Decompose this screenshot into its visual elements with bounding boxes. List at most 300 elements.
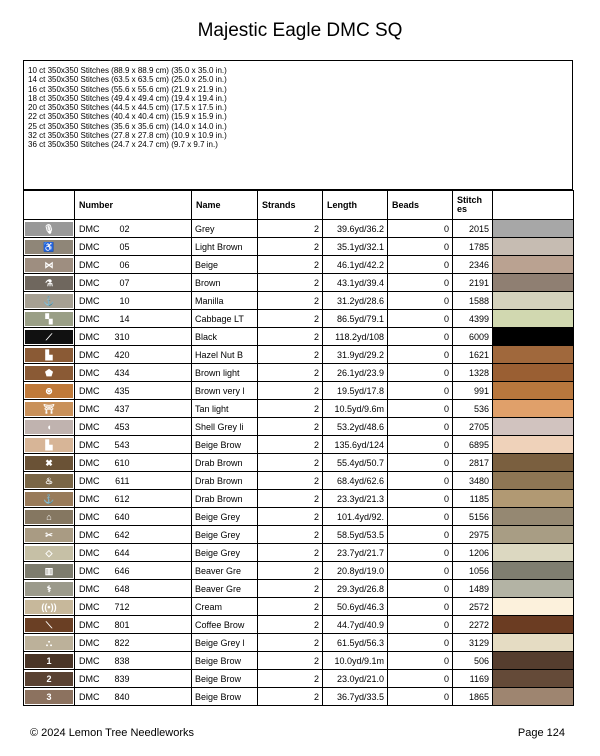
- table-row: [24, 508, 574, 526]
- beads-cell: 0: [388, 418, 453, 436]
- strands-cell: 2: [258, 274, 323, 292]
- symbol-cell: [24, 490, 75, 508]
- floss-number-cell: [75, 346, 192, 364]
- floss-number-cell: [75, 328, 192, 346]
- table-row: [24, 274, 574, 292]
- length-cell: 53.2yd/48.6: [323, 418, 388, 436]
- stitch-symbol-icon: 1: [25, 654, 73, 668]
- beads-cell: 0: [388, 400, 453, 418]
- floss-name-cell: Hazel Nut B: [192, 346, 258, 364]
- color-swatch-cell: [493, 544, 574, 562]
- symbol-cell: [24, 310, 75, 328]
- stitches-cell: 1328: [453, 364, 493, 382]
- beads-cell: 0: [388, 454, 453, 472]
- fabric-size-line: 16 ct 350x350 Stitches (55.6 x 55.6 cm) (21.9 x 21.9 in.): [28, 84, 227, 94]
- color-swatch: [493, 274, 573, 291]
- length-cell: 44.7yd/40.9: [323, 616, 388, 634]
- strands-cell: 2: [258, 634, 323, 652]
- color-swatch-cell: [493, 490, 574, 508]
- symbol-cell: [24, 400, 75, 418]
- floss-brand: DMC: [79, 493, 100, 504]
- strands-cell: 2: [258, 256, 323, 274]
- color-swatch-cell: [493, 382, 574, 400]
- stitch-symbol-icon: ⚓: [25, 294, 73, 308]
- table-row: [24, 634, 574, 652]
- strands-cell: 2: [258, 454, 323, 472]
- beads-cell: 0: [388, 562, 453, 580]
- floss-brand: DMC: [79, 223, 100, 234]
- stitch-symbol-icon: ▙: [25, 348, 73, 362]
- stitches-cell: 1588: [453, 292, 493, 310]
- stitches-cell: 1169: [453, 670, 493, 688]
- table-row: [24, 436, 574, 454]
- floss-number-cell: [75, 454, 192, 472]
- floss-number-cell: [75, 652, 192, 670]
- length-cell: 23.7yd/21.7: [323, 544, 388, 562]
- color-swatch-cell: [493, 310, 574, 328]
- floss-brand: DMC: [79, 565, 100, 576]
- floss-number-cell: [75, 238, 192, 256]
- symbol-cell: [24, 580, 75, 598]
- strands-cell: 2: [258, 616, 323, 634]
- color-swatch: [493, 580, 573, 597]
- length-cell: 36.7yd/33.5: [323, 688, 388, 706]
- strands-cell: 2: [258, 328, 323, 346]
- color-swatch: [493, 508, 573, 525]
- stitch-symbol-icon: ⚓: [25, 492, 73, 506]
- beads-cell: 0: [388, 382, 453, 400]
- floss-number-cell: [75, 634, 192, 652]
- stitches-cell: 1865: [453, 688, 493, 706]
- floss-name-cell: Beige Grey: [192, 508, 258, 526]
- length-cell: 19.5yd/17.8: [323, 382, 388, 400]
- stitch-symbol-icon: 3: [25, 690, 73, 704]
- floss-table: [23, 190, 574, 706]
- symbol-cell: [24, 634, 75, 652]
- beads-cell: 0: [388, 526, 453, 544]
- floss-number-cell: [75, 400, 192, 418]
- color-swatch: [493, 310, 573, 327]
- page-title: Majestic Eagle DMC SQ: [197, 20, 403, 41]
- floss-number-cell: [75, 310, 192, 328]
- beads-cell: 0: [388, 616, 453, 634]
- color-swatch: [493, 382, 573, 399]
- floss-name-cell: Beige Grey l: [192, 634, 258, 652]
- floss-brand: DMC: [79, 655, 100, 666]
- floss-brand: DMC: [79, 331, 100, 342]
- table-row: [24, 544, 574, 562]
- color-swatch: [493, 454, 573, 471]
- stitch-symbol-icon: ▙: [25, 438, 73, 452]
- floss-name-cell: Shell Grey li: [192, 418, 258, 436]
- header-length: Length: [323, 191, 388, 220]
- symbol-cell: [24, 526, 75, 544]
- strands-cell: 2: [258, 670, 323, 688]
- strands-cell: 2: [258, 472, 323, 490]
- stitches-cell: 2975: [453, 526, 493, 544]
- table-row: [24, 220, 574, 238]
- symbol-cell: [24, 598, 75, 616]
- stitch-symbol-icon: ⛩: [25, 402, 73, 416]
- floss-name-cell: Brown very l: [192, 382, 258, 400]
- stitches-cell: 536: [453, 400, 493, 418]
- length-cell: 118.2yd/108: [323, 328, 388, 346]
- floss-brand: DMC: [79, 277, 100, 288]
- floss-code: 10: [119, 295, 130, 306]
- symbol-cell: [24, 328, 75, 346]
- strands-cell: 2: [258, 580, 323, 598]
- color-swatch: [493, 634, 573, 651]
- stitches-cell: 6009: [453, 328, 493, 346]
- header-name: Name: [192, 191, 258, 220]
- floss-brand: DMC: [79, 439, 100, 450]
- color-swatch: [493, 256, 573, 273]
- symbol-cell: [24, 562, 75, 580]
- color-swatch: [493, 436, 573, 453]
- beads-cell: 0: [388, 436, 453, 454]
- floss-code: 839: [114, 673, 130, 684]
- color-swatch: [493, 328, 573, 345]
- color-swatch-cell: [493, 634, 574, 652]
- floss-code: 712: [114, 601, 130, 612]
- color-swatch-cell: [493, 508, 574, 526]
- length-cell: 50.6yd/46.3: [323, 598, 388, 616]
- table-row: [24, 472, 574, 490]
- floss-brand: DMC: [79, 403, 100, 414]
- symbol-cell: [24, 688, 75, 706]
- floss-brand: DMC: [79, 475, 100, 486]
- floss-code: 14: [119, 313, 130, 324]
- floss-code: 06: [119, 259, 130, 270]
- stitches-cell: 3129: [453, 634, 493, 652]
- stitch-symbol-icon: ▚: [25, 312, 73, 326]
- floss-code: 437: [114, 403, 130, 414]
- floss-brand: DMC: [79, 673, 100, 684]
- symbol-cell: [24, 382, 75, 400]
- color-swatch: [493, 400, 573, 417]
- strands-cell: 2: [258, 418, 323, 436]
- table-row: [24, 580, 574, 598]
- floss-number-cell: [75, 562, 192, 580]
- stitch-symbol-icon: ⊛: [25, 384, 73, 398]
- floss-brand: DMC: [79, 421, 100, 432]
- color-swatch: [493, 490, 573, 507]
- beads-cell: 0: [388, 634, 453, 652]
- symbol-cell: [24, 256, 75, 274]
- floss-number-cell: [75, 472, 192, 490]
- floss-code: 07: [119, 277, 130, 288]
- floss-number-cell: [75, 382, 192, 400]
- floss-name-cell: Cabbage LT: [192, 310, 258, 328]
- table-row: [24, 382, 574, 400]
- floss-name-cell: Beaver Gre: [192, 562, 258, 580]
- color-swatch-cell: [493, 562, 574, 580]
- table-row: [24, 400, 574, 418]
- stitch-symbol-icon: ((•)): [25, 600, 73, 614]
- stitches-cell: 2191: [453, 274, 493, 292]
- floss-code: 840: [114, 691, 130, 702]
- floss-code: 644: [114, 547, 130, 558]
- beads-cell: 0: [388, 508, 453, 526]
- floss-name-cell: Beige Grey: [192, 544, 258, 562]
- floss-number-cell: [75, 544, 192, 562]
- floss-brand: DMC: [79, 385, 100, 396]
- floss-number-cell: [75, 220, 192, 238]
- color-swatch: [493, 238, 573, 255]
- beads-cell: 0: [388, 598, 453, 616]
- strands-cell: 2: [258, 382, 323, 400]
- floss-name-cell: Beaver Gre: [192, 580, 258, 598]
- header-stitches: Stitch es: [453, 191, 493, 220]
- stitch-symbol-icon: ⬟: [25, 366, 73, 380]
- length-cell: 29.3yd/26.8: [323, 580, 388, 598]
- fabric-size-box: [23, 60, 573, 190]
- length-cell: 35.1yd/32.1: [323, 238, 388, 256]
- strands-cell: 2: [258, 364, 323, 382]
- floss-name-cell: Grey: [192, 220, 258, 238]
- beads-cell: 0: [388, 292, 453, 310]
- stitches-cell: 2817: [453, 454, 493, 472]
- length-cell: 31.2yd/28.6: [323, 292, 388, 310]
- fabric-size-line: 25 ct 350x350 Stitches (35.6 x 35.6 cm) (14.0 x 14.0 in.): [28, 121, 227, 131]
- floss-brand: DMC: [79, 457, 100, 468]
- color-swatch-cell: [493, 688, 574, 706]
- color-swatch-cell: [493, 238, 574, 256]
- footer-page-number: Page 124: [517, 727, 565, 739]
- symbol-cell: [24, 364, 75, 382]
- length-cell: 55.4yd/50.7: [323, 454, 388, 472]
- stitches-cell: 1489: [453, 580, 493, 598]
- floss-number-cell: [75, 436, 192, 454]
- strands-cell: 2: [258, 652, 323, 670]
- floss-name-cell: Black: [192, 328, 258, 346]
- fabric-size-line: 14 ct 350x350 Stitches (63.5 x 63.5 cm) (25.0 x 25.0 in.): [28, 75, 227, 85]
- length-cell: 43.1yd/39.4: [323, 274, 388, 292]
- floss-name-cell: Drab Brown: [192, 472, 258, 490]
- floss-name-cell: Manilla: [192, 292, 258, 310]
- floss-brand: DMC: [79, 367, 100, 378]
- strands-cell: 2: [258, 220, 323, 238]
- floss-name-cell: Coffee Brow: [192, 616, 258, 634]
- table-row: [24, 490, 574, 508]
- fabric-size-line: 10 ct 350x350 Stitches (88.9 x 88.9 cm) (35.0 x 35.0 in.): [28, 66, 227, 75]
- stitch-symbol-icon: ✖: [25, 456, 73, 470]
- floss-number-cell: [75, 616, 192, 634]
- stitches-cell: 2705: [453, 418, 493, 436]
- color-swatch: [493, 526, 573, 543]
- color-swatch-cell: [493, 472, 574, 490]
- length-cell: 68.4yd/62.6: [323, 472, 388, 490]
- length-cell: 46.1yd/42.2: [323, 256, 388, 274]
- floss-brand: DMC: [79, 637, 100, 648]
- stitch-symbol-icon: ⚕: [25, 582, 73, 596]
- fabric-size-line: 32 ct 350x350 Stitches (27.8 x 27.8 cm) (10.9 x 10.9 in.): [28, 131, 227, 141]
- symbol-cell: [24, 292, 75, 310]
- symbol-cell: [24, 346, 75, 364]
- stitches-cell: 506: [453, 652, 493, 670]
- floss-brand: DMC: [79, 295, 100, 306]
- floss-name-cell: Brown light: [192, 364, 258, 382]
- beads-cell: 0: [388, 310, 453, 328]
- floss-name-cell: Brown: [192, 274, 258, 292]
- floss-name-cell: Tan light: [192, 400, 258, 418]
- color-swatch-cell: [493, 454, 574, 472]
- table-row: [24, 652, 574, 670]
- header-swatch: [493, 191, 574, 220]
- beads-cell: 0: [388, 220, 453, 238]
- color-swatch-cell: [493, 256, 574, 274]
- header-beads: Beads: [388, 191, 453, 220]
- symbol-cell: [24, 274, 75, 292]
- table-row: [24, 616, 574, 634]
- floss-name-cell: Light Brown: [192, 238, 258, 256]
- symbol-cell: [24, 652, 75, 670]
- floss-name-cell: Drab Brown: [192, 454, 258, 472]
- floss-brand: DMC: [79, 619, 100, 630]
- length-cell: 86.5yd/79.1: [323, 310, 388, 328]
- stitch-symbol-icon: ✂: [25, 528, 73, 542]
- table-row: [24, 526, 574, 544]
- color-swatch: [493, 688, 573, 705]
- footer-copyright: © 2024 Lemon Tree Needleworks: [30, 727, 195, 739]
- floss-code: 801: [114, 619, 130, 630]
- stitch-symbol-icon: ◖: [25, 420, 73, 434]
- strands-cell: 2: [258, 688, 323, 706]
- floss-number-cell: [75, 598, 192, 616]
- table-row: [24, 238, 574, 256]
- floss-name-cell: Beige Brow: [192, 652, 258, 670]
- length-cell: 31.9yd/29.2: [323, 346, 388, 364]
- stitch-symbol-icon: ⛬: [25, 636, 73, 650]
- length-cell: 23.3yd/21.3: [323, 490, 388, 508]
- table-row: [24, 346, 574, 364]
- beads-cell: 0: [388, 652, 453, 670]
- symbol-cell: [24, 220, 75, 238]
- symbol-cell: [24, 418, 75, 436]
- length-cell: 26.1yd/23.9: [323, 364, 388, 382]
- length-cell: 10.0yd/9.1m: [323, 652, 388, 670]
- table-row: [24, 418, 574, 436]
- length-cell: 20.8yd/19.0: [323, 562, 388, 580]
- table-row: [24, 364, 574, 382]
- floss-brand: DMC: [79, 259, 100, 270]
- table-row: [24, 454, 574, 472]
- color-swatch: [493, 364, 573, 381]
- floss-name-cell: Beige Brow: [192, 688, 258, 706]
- floss-number-cell: [75, 274, 192, 292]
- color-swatch-cell: [493, 274, 574, 292]
- floss-number-cell: [75, 490, 192, 508]
- beads-cell: 0: [388, 472, 453, 490]
- color-swatch: [493, 346, 573, 363]
- strands-cell: 2: [258, 292, 323, 310]
- color-swatch: [493, 670, 573, 687]
- length-cell: 39.6yd/36.2: [323, 220, 388, 238]
- table-row: [24, 310, 574, 328]
- color-swatch: [493, 418, 573, 435]
- length-cell: 23.0yd/21.0: [323, 670, 388, 688]
- color-swatch-cell: [493, 400, 574, 418]
- stitch-symbol-icon: 2: [25, 672, 73, 686]
- stitches-cell: 4399: [453, 310, 493, 328]
- table-row: [24, 688, 574, 706]
- stitch-symbol-icon: ⟋: [25, 330, 73, 344]
- floss-number-cell: [75, 256, 192, 274]
- floss-name-cell: Beige Brow: [192, 436, 258, 454]
- color-swatch: [493, 616, 573, 633]
- floss-code: 612: [114, 493, 130, 504]
- floss-brand: DMC: [79, 529, 100, 540]
- floss-code: 611: [115, 475, 130, 486]
- stitch-symbol-icon: ⚗: [25, 276, 73, 290]
- color-swatch-cell: [493, 616, 574, 634]
- beads-cell: 0: [388, 238, 453, 256]
- color-swatch: [493, 562, 573, 579]
- strands-cell: 2: [258, 508, 323, 526]
- strands-cell: 2: [258, 436, 323, 454]
- color-swatch-cell: [493, 220, 574, 238]
- beads-cell: 0: [388, 544, 453, 562]
- floss-name-cell: Drab Brown: [192, 490, 258, 508]
- length-cell: 61.5yd/56.3: [323, 634, 388, 652]
- floss-code: 543: [114, 439, 130, 450]
- floss-name-cell: Beige Brow: [192, 670, 258, 688]
- header-symbol: [24, 191, 75, 220]
- floss-code: 646: [114, 565, 130, 576]
- beads-cell: 0: [388, 346, 453, 364]
- table-header-row: [24, 191, 574, 220]
- floss-brand: DMC: [79, 601, 100, 612]
- stitch-symbol-icon: ⟍: [25, 618, 73, 632]
- stitches-cell: 2346: [453, 256, 493, 274]
- floss-number-cell: [75, 526, 192, 544]
- symbol-cell: [24, 670, 75, 688]
- table-row: [24, 256, 574, 274]
- stitches-cell: 1621: [453, 346, 493, 364]
- stitch-symbol-icon: ♨: [25, 474, 73, 488]
- floss-code: 838: [114, 655, 130, 666]
- floss-name-cell: Beige Grey: [192, 526, 258, 544]
- symbol-cell: [24, 508, 75, 526]
- symbol-cell: [24, 238, 75, 256]
- color-swatch: [493, 544, 573, 561]
- length-cell: 101.4yd/92.: [323, 508, 388, 526]
- symbol-cell: [24, 454, 75, 472]
- beads-cell: 0: [388, 328, 453, 346]
- stitches-cell: 1056: [453, 562, 493, 580]
- floss-code: 610: [114, 457, 130, 468]
- symbol-cell: [24, 436, 75, 454]
- stitch-symbol-icon: ◇: [25, 546, 73, 560]
- color-swatch-cell: [493, 364, 574, 382]
- color-swatch-cell: [493, 292, 574, 310]
- floss-code: 05: [119, 241, 130, 252]
- color-swatch-cell: [493, 652, 574, 670]
- floss-brand: DMC: [79, 547, 100, 558]
- floss-brand: DMC: [79, 349, 100, 360]
- floss-name-cell: Beige: [192, 256, 258, 274]
- floss-number-cell: [75, 508, 192, 526]
- color-swatch: [493, 652, 573, 669]
- strands-cell: 2: [258, 562, 323, 580]
- header-strands: Strands: [258, 191, 323, 220]
- color-swatch-cell: [493, 418, 574, 436]
- stitches-cell: 1206: [453, 544, 493, 562]
- strands-cell: 2: [258, 400, 323, 418]
- color-swatch-cell: [493, 436, 574, 454]
- floss-brand: DMC: [79, 511, 100, 522]
- stitch-symbol-icon: ⋈: [25, 258, 73, 272]
